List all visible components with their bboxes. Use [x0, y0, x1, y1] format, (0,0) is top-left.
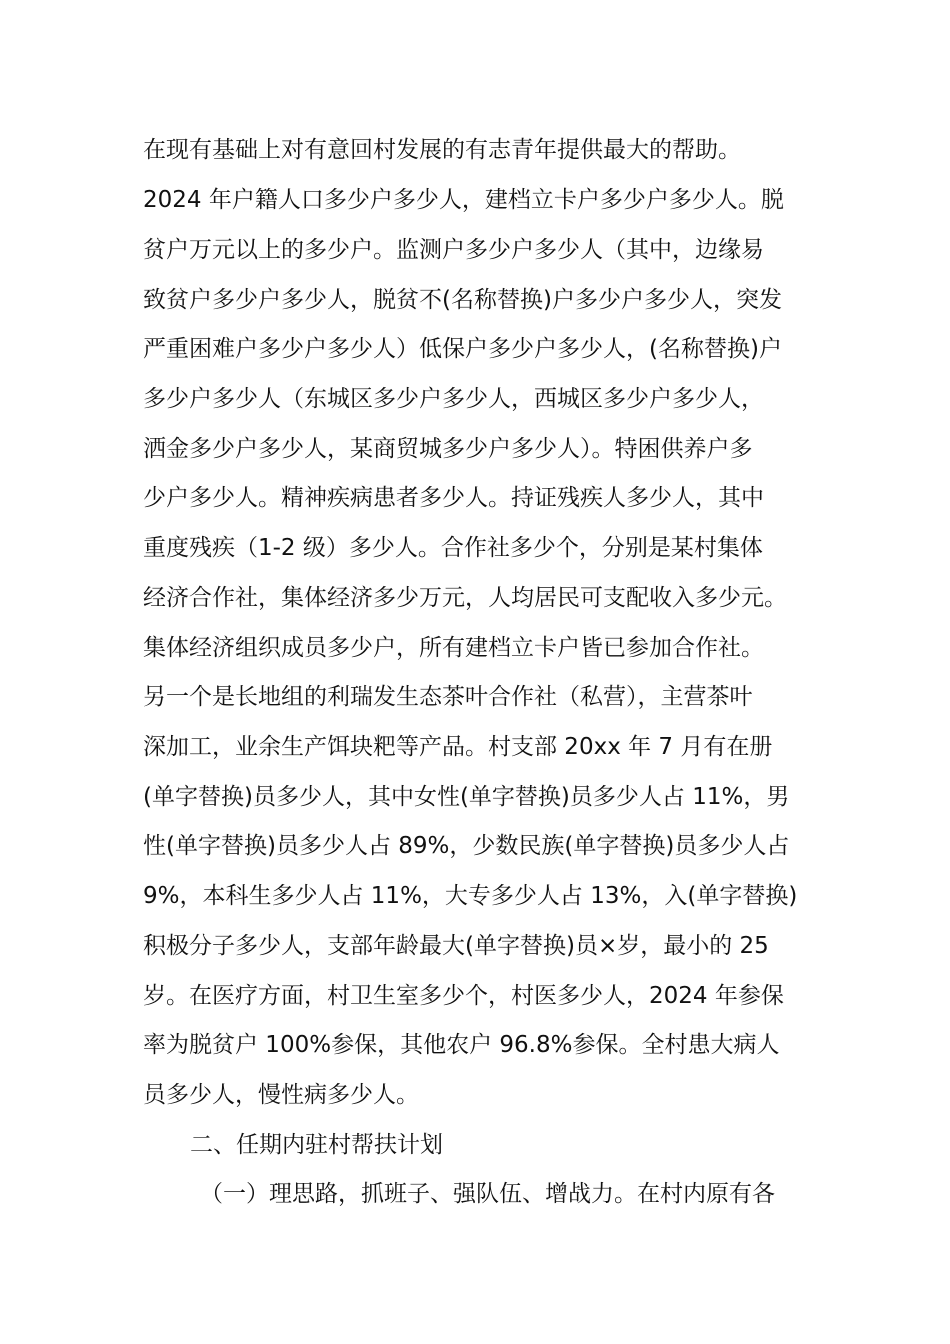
body-line: 经济合作社，集体经济多少万元，人均居民可支配收入多少元。	[143, 585, 787, 611]
body-line: 岁。在医疗方面，村卫生室多少个，村医多少人，2024 年参保	[143, 983, 784, 1009]
body-line: 深加工，业余生产饵块粑等产品。村支部 20xx 年 7 月有在册	[143, 734, 773, 760]
body-line: 贫户万元以上的多少户。监测户多少户多少人（其中，边缘易	[143, 237, 764, 263]
body-line: 率为脱贫户 100%参保，其他农户 96.8%参保。全村患大病人	[143, 1032, 780, 1058]
body-line: 另一个是长地组的利瑞发生态茶叶合作社（私营），主营茶叶	[143, 684, 753, 710]
body-line: 集体经济组织成员多少户，所有建档立卡户皆已参加合作社。	[143, 635, 764, 661]
body-line: 致贫户多少户多少人，脱贫不(名称替换)户多少户多少人，突发	[143, 287, 782, 313]
body-line: (单字替换)员多少人，其中女性(单字替换)员多少人占 11%，男	[143, 784, 790, 810]
body-line: 严重困难户多少户多少人）低保户多少户多少人，(名称替换)户	[143, 336, 782, 362]
body-line: 在现有基础上对有意回村发展的有志青年提供最大的帮助。	[143, 137, 741, 163]
section-heading: 二、任期内驻村帮扶计划	[190, 1132, 443, 1158]
body-line: 员多少人，慢性病多少人。	[143, 1082, 419, 1108]
body-line: 洒金多少户多少人，某商贸城多少户多少人）。特困供养户多	[143, 436, 753, 462]
body-line: 多少户多少人（东城区多少户多少人，西城区多少户多少人，	[143, 386, 764, 412]
body-line: 少户多少人。精神疾病患者多少人。持证残疾人多少人，其中	[143, 485, 764, 511]
body-line: 积极分子多少人，支部年龄最大(单字替换)员×岁，最小的 25	[143, 933, 769, 959]
body-line: 重度残疾（1-2 级）多少人。合作社多少个，分别是某村集体	[143, 535, 763, 561]
body-line: 性(单字替换)员多少人占 89%，少数民族(单字替换)员多少人占	[143, 833, 790, 859]
subsection-line: （一）理思路，抓班子、强队伍、增战力。在村内原有各	[200, 1181, 775, 1207]
body-line: 2024 年户籍人口多少户多少人，建档立卡户多少户多少人。脱	[143, 187, 784, 213]
body-line: 9%，本科生多少人占 11%，大专多少人占 13%，入(单字替换)	[143, 883, 798, 909]
